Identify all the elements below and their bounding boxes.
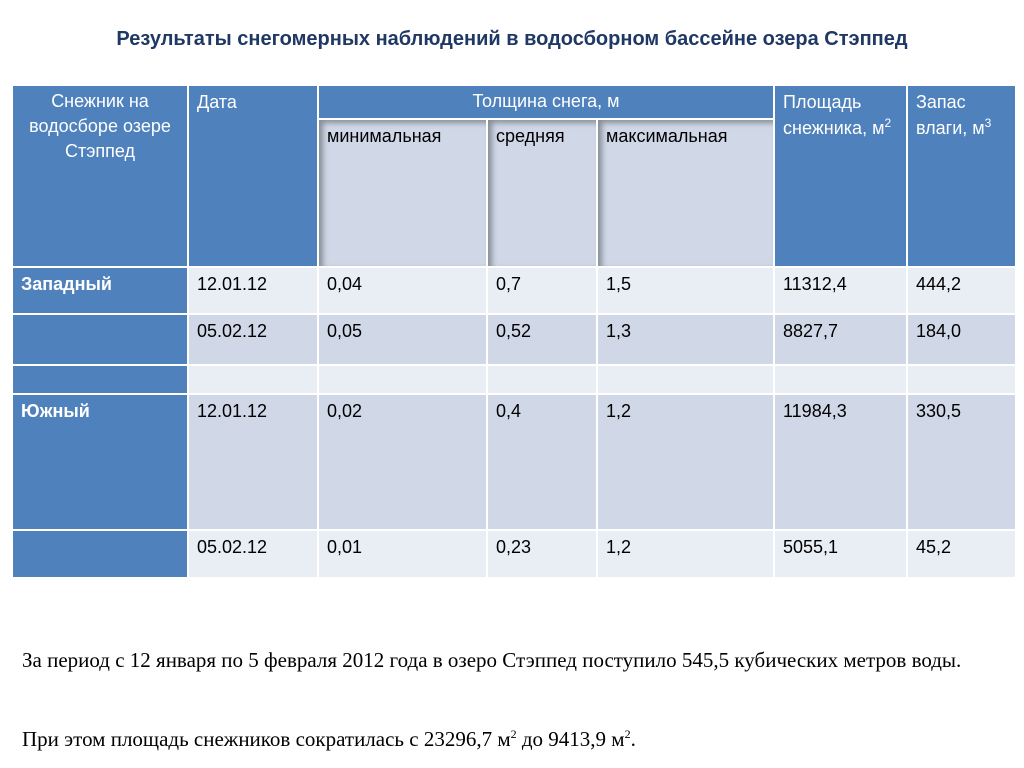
cell-avg: 0,7 <box>487 267 597 314</box>
summary-paragraph-area <box>22 719 1002 755</box>
cell-water: 330,5 <box>907 394 1016 530</box>
cell-max <box>597 365 774 394</box>
cell-water: 184,0 <box>907 314 1016 365</box>
cell-avg: 0,52 <box>487 314 597 365</box>
cell-date: 05.02.12 <box>188 314 318 365</box>
header-water-sup: 3 <box>984 116 992 131</box>
subheader-max: максимальная <box>597 119 774 267</box>
header-water-label: Запас влаги, м <box>916 92 985 139</box>
cell-min: 0,04 <box>318 267 487 314</box>
area-text-a: При этом площадь снежников сократилась с 23296,7 м <box>22 727 511 751</box>
area-sup-1: 2 <box>510 727 517 741</box>
summary-paragraph-inflow: За период с 12 января по 5 февраля 2012 года в озеро Стэппед поступило 545,5 кубических метров воды. <box>22 648 962 672</box>
header-row <box>12 85 1016 119</box>
cell-avg: 0,4 <box>487 394 597 530</box>
table-row <box>12 314 1016 365</box>
cell-snowfield <box>12 530 188 578</box>
subheader-min: минимальная <box>318 119 487 267</box>
cell-min: 0,05 <box>318 314 487 365</box>
snow-observation-table <box>11 84 1017 579</box>
cell-date: 12.01.12 <box>188 267 318 314</box>
page-title: Результаты снегомерных наблюдений в водосборном бассейне озера Стэппед <box>116 28 908 50</box>
cell-date: 05.02.12 <box>188 530 318 578</box>
area-sup-2: 2 <box>624 727 631 741</box>
cell-snowfield <box>12 365 188 394</box>
cell-area: 8827,7 <box>774 314 907 365</box>
cell-max: 1,2 <box>597 394 774 530</box>
cell-max: 1,2 <box>597 530 774 578</box>
header-water <box>907 85 1016 267</box>
area-text-c: . <box>630 727 636 751</box>
table-row <box>12 394 1016 530</box>
cell-min <box>318 365 487 394</box>
cell-area: 11984,3 <box>774 394 907 530</box>
table-row <box>12 267 1016 314</box>
header-snowfield: Снежник на водосборе озере Стэппед <box>12 85 188 267</box>
cell-water <box>907 365 1016 394</box>
cell-water: 45,2 <box>907 530 1016 578</box>
cell-area <box>774 365 907 394</box>
header-area <box>774 85 907 267</box>
cell-snowfield: Западный <box>12 267 188 314</box>
cell-area: 5055,1 <box>774 530 907 578</box>
cell-max: 1,5 <box>597 267 774 314</box>
cell-avg: 0,23 <box>487 530 597 578</box>
cell-snowfield: Южный <box>12 394 188 530</box>
subheader-avg: средняя <box>487 119 597 267</box>
cell-date <box>188 365 318 394</box>
cell-area: 11312,4 <box>774 267 907 314</box>
cell-avg <box>487 365 597 394</box>
cell-min: 0,01 <box>318 530 487 578</box>
header-date: Дата <box>188 85 318 267</box>
header-thickness: Толщина снега, м <box>318 85 774 119</box>
cell-max: 1,3 <box>597 314 774 365</box>
cell-date: 12.01.12 <box>188 394 318 530</box>
cell-snowfield <box>12 314 188 365</box>
area-text-b: до 9413,9 м <box>516 727 625 751</box>
table-row <box>12 530 1016 578</box>
header-area-label: Площадь снежника, м <box>783 92 885 139</box>
cell-water: 444,2 <box>907 267 1016 314</box>
table-row <box>12 365 1016 394</box>
header-area-sup: 2 <box>884 116 892 131</box>
cell-min: 0,02 <box>318 394 487 530</box>
